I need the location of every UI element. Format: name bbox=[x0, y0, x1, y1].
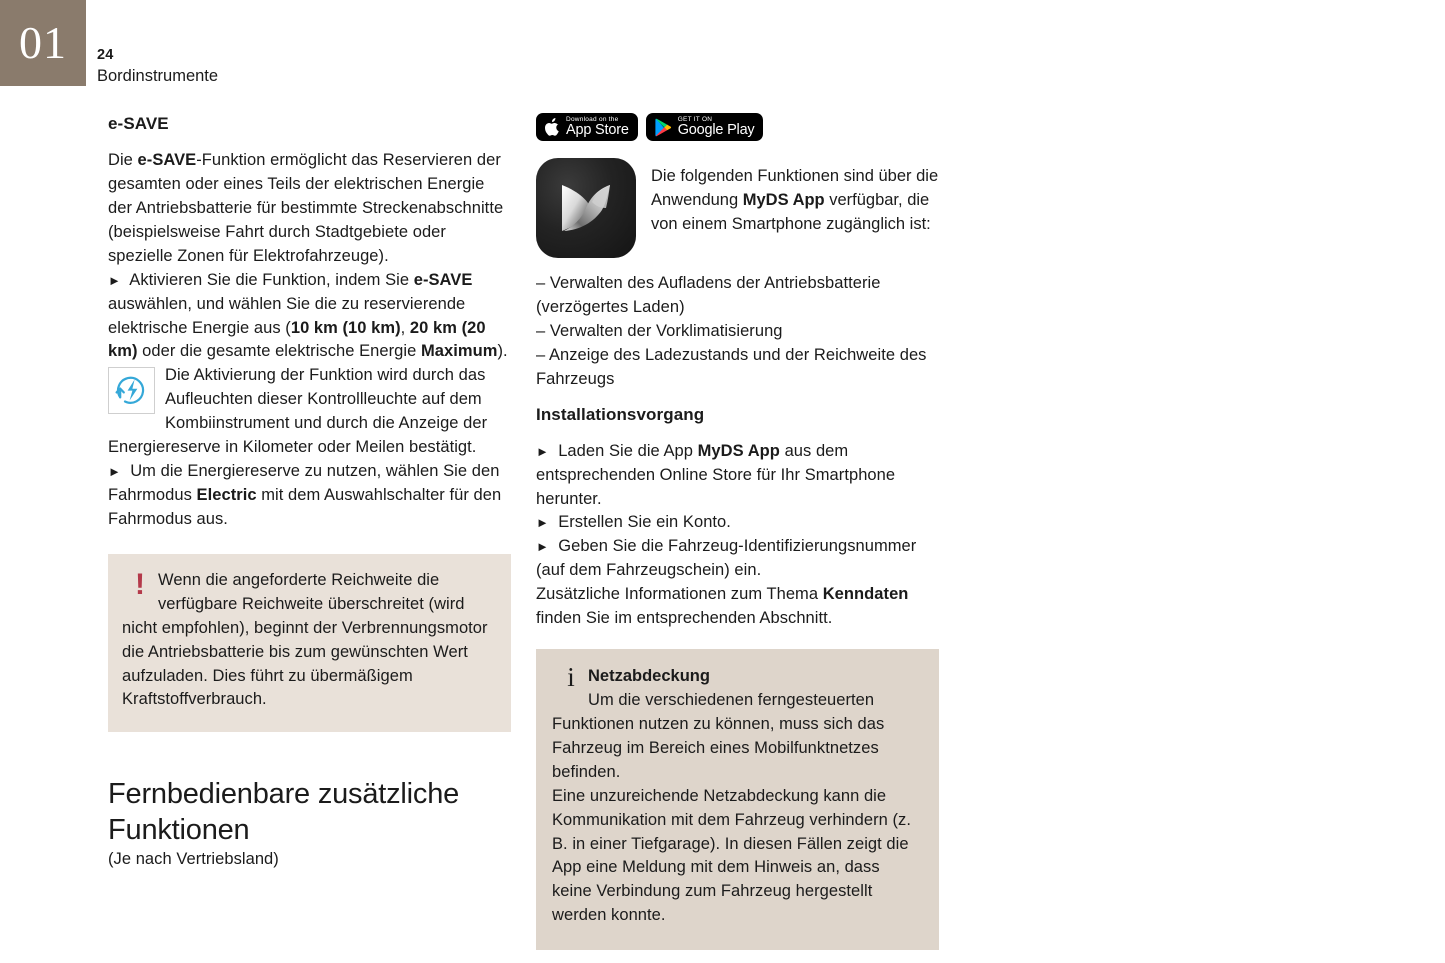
info-box-paragraph-1: Um die verschiedenen ferngesteuerten Funktionen nutzen zu können, muss sich das Fahrzeug im Bereich eines Mobilfunktnetzes befinden. bbox=[552, 691, 885, 781]
app-intro-bold1: MyDS App bbox=[742, 190, 825, 209]
warning-box-text: Wenn die angeforderte Reichweite die verfügbare Reichweite überschreitet (wird nicht empfohlen), beginnt der Verbrennungsmotor die Antriebsbatterie bis zum gewünschten Wert aufzuladen. Dies führt zu übermäßigem Kraftstoffverbrauch. bbox=[122, 570, 488, 709]
page-title-note: (Je nach Vertriebsland) bbox=[108, 850, 279, 869]
step-use-part2: mit dem Auswahlschalter für den Fahrmodus aus. bbox=[108, 486, 502, 528]
additional-info-bold1: Kenndaten bbox=[822, 585, 909, 604]
section-name: Bordinstrumente bbox=[97, 66, 219, 85]
step-activate-bold4: Maximum bbox=[420, 342, 498, 361]
google-play-badge-labels bbox=[678, 116, 755, 138]
step-use-energy-reserve bbox=[108, 460, 511, 532]
warning-box bbox=[108, 554, 511, 733]
store-badges bbox=[536, 113, 939, 141]
step-activate bbox=[108, 269, 511, 365]
install-step-3 bbox=[536, 535, 939, 583]
install-step-1 bbox=[536, 440, 939, 512]
telltale-block bbox=[108, 364, 511, 460]
list-item: – Verwalten des Aufladens der Antriebsbatterie (verzögertes Laden) bbox=[536, 274, 881, 316]
triangle-arrow-icon: ► bbox=[108, 272, 121, 288]
app-intro-part1: Die folgenden Funktionen sind über die Anwendung bbox=[651, 167, 939, 209]
triangle-arrow-icon: ► bbox=[536, 515, 549, 531]
google-play-big-label: Google Play bbox=[677, 121, 755, 138]
intro-text-before: Die bbox=[108, 151, 138, 170]
google-play-badge[interactable] bbox=[646, 113, 764, 141]
myds-app-block bbox=[536, 158, 939, 258]
additional-info-part1: Zusätzliche Informationen zum Thema bbox=[536, 585, 823, 604]
install-step1-part2: aus dem entsprechenden Online Store für Ihr Smartphone herunter. bbox=[536, 441, 896, 508]
intro-bold-esave: e-SAVE bbox=[137, 151, 197, 170]
telltale-paragraph: Die Aktivierung der Funktion wird durch das Aufleuchten dieser Kontrollleuchte auf dem Kombiinstrument und durch die Anzeige der Energiereserve in Kilometer oder Meilen bestätigt. bbox=[108, 366, 488, 457]
esave-telltale-icon bbox=[108, 367, 155, 414]
step-activate-part5: ). bbox=[497, 342, 508, 361]
information-icon-stem: i bbox=[567, 662, 575, 693]
esave-intro-paragraph bbox=[108, 149, 511, 269]
myds-app-intro bbox=[651, 158, 939, 237]
additional-info-paragraph bbox=[536, 583, 939, 631]
intro-text-after: -Funktion ermöglicht das Reservieren der gesamten oder eines Teils der elektrischen Energie der Antriebsbatterie für bestimmte Streckenabschnitte (beispielsweise Fahrt durch Stadtgebiete oder spezielle Zonen für Elektrofahrzeuge). bbox=[108, 151, 504, 265]
right-column bbox=[536, 113, 939, 950]
info-box bbox=[536, 649, 939, 950]
step-activate-bold3: 20 km (20 km) bbox=[108, 318, 486, 361]
step-activate-part4: oder die gesamte elektrische Energie bbox=[137, 342, 421, 361]
triangle-arrow-icon: ► bbox=[536, 539, 549, 555]
google-play-icon bbox=[655, 118, 672, 137]
install-step3-text: Geben Sie die Fahrzeug-Identifizierungsnummer (auf dem Fahrzeugschein) ein. bbox=[536, 537, 917, 580]
step-activate-bold1: e-SAVE bbox=[413, 270, 473, 289]
page-header bbox=[97, 46, 218, 87]
step-use-bold1: Electric bbox=[196, 486, 257, 504]
step-activate-part3: , bbox=[400, 318, 410, 337]
chapter-number: 01 bbox=[19, 17, 67, 68]
install-step2-text: Erstellen Sie ein Konto. bbox=[558, 513, 731, 532]
info-box-title: Netzabdeckung bbox=[588, 667, 710, 686]
information-icon bbox=[558, 662, 584, 693]
app-store-badge[interactable] bbox=[536, 113, 638, 141]
apple-icon bbox=[545, 118, 560, 136]
app-store-small-label: Download on the bbox=[566, 115, 619, 123]
install-step1-bold1: MyDS App bbox=[697, 441, 780, 460]
step-activate-part2: auswählen, und wählen Sie die zu reservierende elektrische Energie aus ( bbox=[108, 294, 466, 337]
app-store-badge-labels bbox=[566, 116, 629, 138]
page-number: 24 bbox=[97, 47, 114, 63]
triangle-arrow-icon: ► bbox=[536, 443, 549, 459]
triangle-arrow-icon: ► bbox=[108, 464, 121, 480]
additional-info-part2: finden Sie im entsprechenden Abschnitt. bbox=[536, 609, 833, 628]
esave-heading: e-SAVE bbox=[108, 114, 169, 133]
info-box-paragraph-2: Eine unzureichende Netzabdeckung kann die Kommunikation mit dem Fahrzeug verhindern (z. B. in einer Tiefgarage). In diesen Fällen zeigt die App eine Meldung mit dem Hinweis an, dass keine Verbindung zum Fahrzeug hergestellt werden konnte. bbox=[552, 786, 911, 925]
page-title: Fernbedienbare zusätzliche Funktionen bbox=[108, 778, 460, 846]
list-item: – Verwalten der Vorklimatisierung bbox=[536, 321, 783, 340]
left-column bbox=[108, 113, 511, 872]
installation-heading: Installationsvorgang bbox=[536, 404, 705, 424]
step-activate-bold2: 10 km (10 km) bbox=[290, 318, 401, 337]
step-activate-part1: Aktivieren Sie die Funktion, indem Sie bbox=[129, 270, 414, 289]
myds-app-icon bbox=[536, 158, 636, 258]
chapter-number-box bbox=[0, 0, 86, 86]
app-store-big-label: App Store bbox=[566, 121, 629, 138]
google-play-small-label: GET IT ON bbox=[677, 115, 713, 123]
list-item: – Anzeige des Ladezustands und der Reichweite des Fahrzeugs bbox=[536, 345, 927, 388]
app-intro-part2: verfügbar, die von einem Smartphone zugänglich ist: bbox=[651, 190, 931, 233]
step-use-part1: Um die Energiereserve zu nutzen, wählen Sie den Fahrmodus bbox=[108, 462, 500, 504]
install-step1-part1: Laden Sie die App bbox=[558, 441, 698, 460]
install-step-2 bbox=[536, 511, 939, 535]
exclamation-icon: ! bbox=[135, 567, 145, 601]
